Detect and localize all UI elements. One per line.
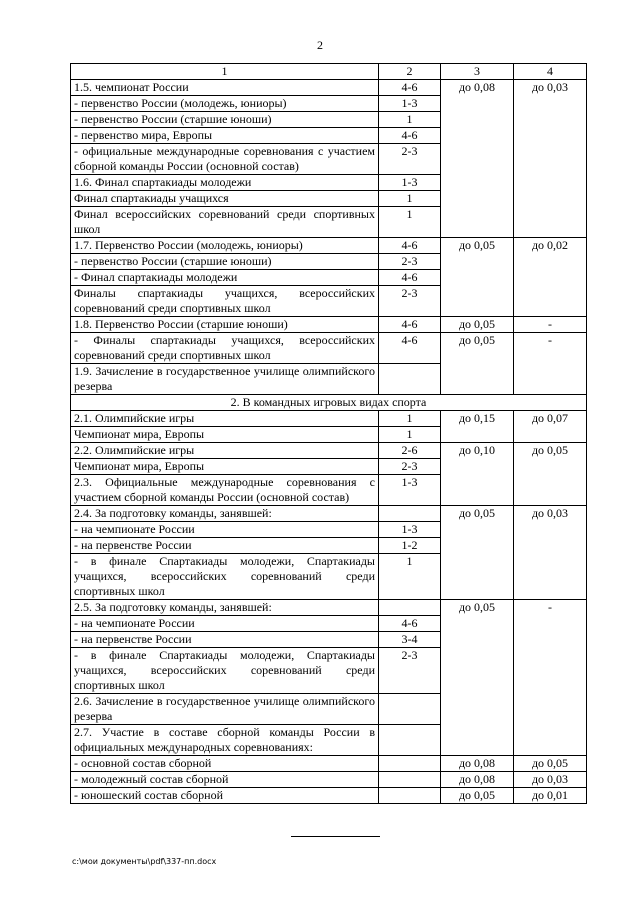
table-row [71, 317, 587, 333]
row-rate-3: до 0,05 [441, 600, 514, 756]
row-label: - первенство России (молодежь, юниоры) [71, 96, 379, 112]
row-rate-3: до 0,05 [441, 333, 514, 395]
row-label: 1.7. Первенство России (молодежь, юниоры) [71, 238, 379, 254]
table-row [71, 333, 587, 364]
row-rate-4: до 0,05 [514, 756, 587, 772]
row-label: 2.2. Олимпийские игры [71, 443, 379, 459]
row-label: - на первенстве России [71, 632, 379, 648]
row-places: 1 [379, 554, 441, 600]
row-places: 1-3 [379, 522, 441, 538]
row-rate-3: до 0,10 [441, 443, 514, 506]
row-rate-4: до 0,03 [514, 80, 587, 238]
header-col-3: 3 [441, 64, 514, 80]
header-col-4: 4 [514, 64, 587, 80]
row-places: 2-3 [379, 459, 441, 475]
row-places: 1 [379, 427, 441, 443]
row-places [379, 506, 441, 522]
row-rate-3: до 0,05 [441, 506, 514, 600]
row-places: 3-4 [379, 632, 441, 648]
row-rate-4: - [514, 600, 587, 756]
row-places [379, 364, 441, 395]
row-label: Финал спартакиады учащихся [71, 191, 379, 207]
row-rate-4: до 0,05 [514, 443, 587, 506]
row-label: 2.3. Официальные международные соревнования с участием сборной команды России (основной состав) [71, 475, 379, 506]
row-places [379, 756, 441, 772]
page-number: 2 [317, 38, 323, 52]
row-places: 1 [379, 191, 441, 207]
row-rate-3: до 0,08 [441, 772, 514, 788]
row-places: 4-6 [379, 128, 441, 144]
row-places: 4-6 [379, 270, 441, 286]
section-heading-row [71, 395, 587, 411]
table-row [71, 788, 587, 804]
row-rate-3: до 0,05 [441, 317, 514, 333]
row-places: 1-2 [379, 538, 441, 554]
section-title: 2. В командных игровых видах спорта [71, 395, 587, 411]
row-label: Финалы спартакиады учащихся, всероссийских соревнований среди спортивных школ [71, 286, 379, 317]
row-label: - на первенстве России [71, 538, 379, 554]
row-rate-3: до 0,08 [441, 80, 514, 238]
row-places: 2-3 [379, 286, 441, 317]
row-label: - молодежный состав сборной [71, 772, 379, 788]
row-places [379, 772, 441, 788]
row-places: 2-3 [379, 648, 441, 694]
row-places [379, 788, 441, 804]
row-label: - на чемпионате России [71, 616, 379, 632]
row-places: 1 [379, 207, 441, 238]
row-rate-4: до 0,01 [514, 788, 587, 804]
row-label: - Финал спартакиады молодежи [71, 270, 379, 286]
header-col-2: 2 [379, 64, 441, 80]
table-row [71, 80, 587, 96]
row-rate-3: до 0,05 [441, 788, 514, 804]
row-places: 4-6 [379, 333, 441, 364]
row-places: 1-3 [379, 175, 441, 191]
row-label: - в финале Спартакиады молодежи, Спартакиады учащихся, всероссийских соревнований среди спортивных школ [71, 648, 379, 694]
row-label: 2.1. Олимпийские игры [71, 411, 379, 427]
row-places: 2-6 [379, 443, 441, 459]
row-places: 1-3 [379, 475, 441, 506]
table-row [71, 238, 587, 254]
row-label: 2.6. Зачисление в государственное училище олимпийского резерва [71, 694, 379, 725]
row-label: 1.5. чемпионат России [71, 80, 379, 96]
row-label: - юношеский состав сборной [71, 788, 379, 804]
table-row [71, 411, 587, 427]
table-row [71, 772, 587, 788]
row-places [379, 600, 441, 616]
row-rate-4: до 0,02 [514, 238, 587, 317]
table-header-row [71, 64, 587, 80]
row-places: 2-3 [379, 144, 441, 175]
row-places: 4-6 [379, 616, 441, 632]
row-label: - первенство России (старшие юноши) [71, 112, 379, 128]
table-row [71, 506, 587, 522]
table-row [71, 756, 587, 772]
row-label: - официальные международные соревнования с участием сборной команды России (основной состав) [71, 144, 379, 175]
row-places: 1 [379, 112, 441, 128]
table-row [71, 443, 587, 459]
row-places: 2-3 [379, 254, 441, 270]
row-label: 2.7. Участие в составе сборной команды России в официальных международных соревнованиях: [71, 725, 379, 756]
row-label: Финал всероссийских соревнований среди спортивных школ [71, 207, 379, 238]
row-label: - на чемпионате России [71, 522, 379, 538]
row-label: - первенство мира, Европы [71, 128, 379, 144]
row-rate-4: до 0,03 [514, 506, 587, 600]
row-label: Чемпионат мира, Европы [71, 427, 379, 443]
row-rate-3: до 0,15 [441, 411, 514, 443]
row-label: 1.6. Финал спартакиады молодежи [71, 175, 379, 191]
row-rate-4: - [514, 317, 587, 333]
row-label: 2.5. За подготовку команды, занявшей: [71, 600, 379, 616]
row-places [379, 694, 441, 725]
row-label: - в финале Спартакиады молодежи, Спартакиады учащихся, всероссийских соревнований среди спортивных школ [71, 554, 379, 600]
end-rule [291, 836, 380, 837]
row-places: 1-3 [379, 96, 441, 112]
row-rate-4: до 0,03 [514, 772, 587, 788]
row-label: 1.8. Первенство России (старшие юноши) [71, 317, 379, 333]
row-label: 2.4. За подготовку команды, занявшей: [71, 506, 379, 522]
row-rate-3: до 0,08 [441, 756, 514, 772]
row-label: Чемпионат мира, Европы [71, 459, 379, 475]
table-row [71, 600, 587, 616]
row-label: - первенство России (старшие юноши) [71, 254, 379, 270]
row-places: 4-6 [379, 317, 441, 333]
row-label: 1.9. Зачисление в государственное училище олимпийского резерва [71, 364, 379, 395]
row-label: - Финалы спартакиады учащихся, всероссийских соревнований среди спортивных школ [71, 333, 379, 364]
row-places: 1 [379, 411, 441, 427]
row-rate-4: до 0,07 [514, 411, 587, 443]
row-label: - основной состав сборной [71, 756, 379, 772]
benefits-table [70, 63, 587, 804]
row-rate-4: - [514, 333, 587, 395]
row-places [379, 725, 441, 756]
footer-file-path: c:\мои документы\pdf\337-пп.docx [72, 857, 217, 866]
header-col-1: 1 [71, 64, 379, 80]
row-rate-3: до 0,05 [441, 238, 514, 317]
row-places: 4-6 [379, 238, 441, 254]
row-places: 4-6 [379, 80, 441, 96]
